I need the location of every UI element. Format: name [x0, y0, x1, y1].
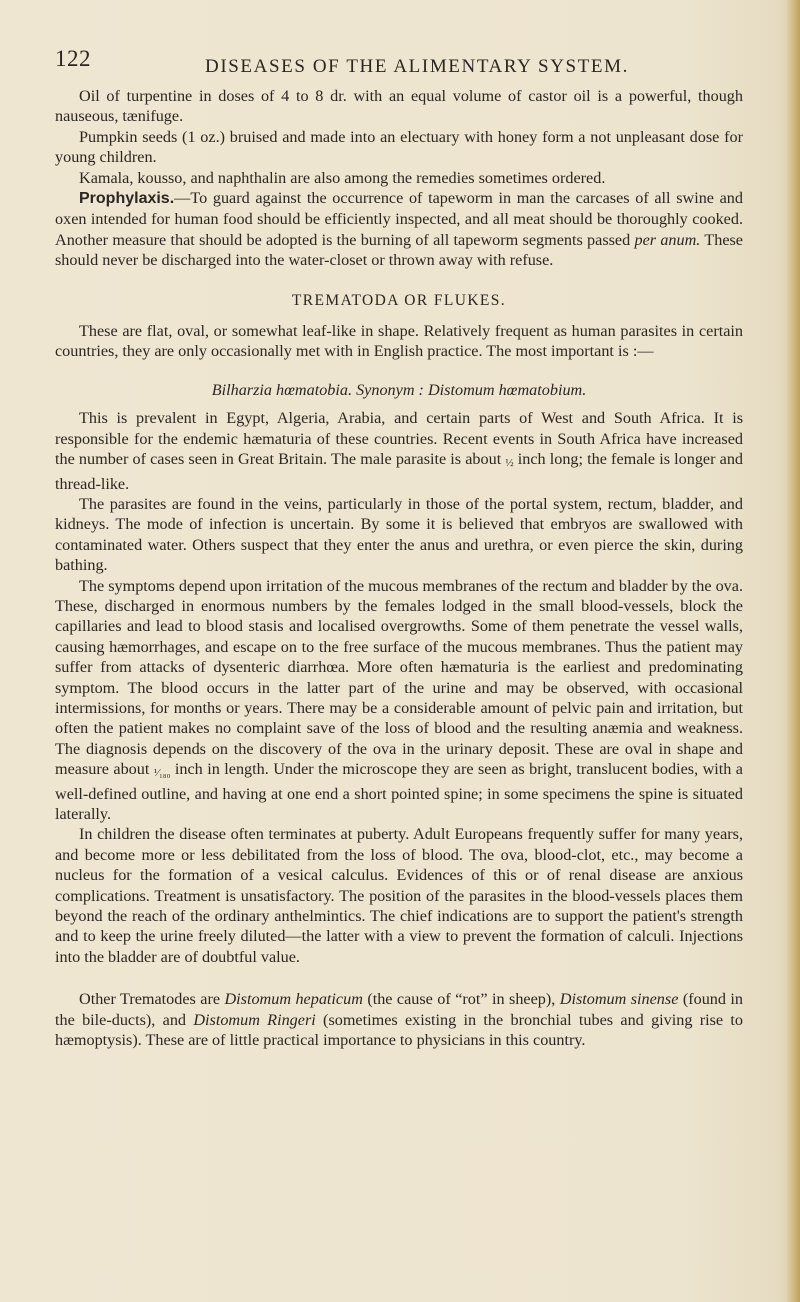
paragraph-prophylaxis: Prophylaxis.—To guard against the occurrence of tapeworm in man the carcases of all swine and oxen intended for human food should be efficiently inspected, and all meat should be thoroughly cooked. Another measure that should be adopted is the burning of all tapeworm segments passed per anum. These should never be discharged into the water-closet or thrown away with refuse. [55, 189, 743, 270]
page-header [55, 46, 755, 76]
fraction-half: ½ [505, 457, 514, 470]
prophylaxis-label: Prophylaxis. [79, 190, 175, 208]
paragraph-turpentine: Oil of turpentine in doses of 4 to 8 dr. with an equal volume of castor oil is a powerful, though nauseous, tænifuge. [55, 87, 743, 126]
paragraph-flukes-intro: These are flat, oval, or somewhat leaf-like in shape. Relatively frequent as human parasites in certain countries, they are only occasionally met with in English practice. The most important is :— [55, 322, 743, 361]
page-number: 122 [55, 46, 91, 71]
paragraph-symptoms: The symptoms depend upon irritation of the mucous membranes of the rectum and bladder by the ova. These, discharged in enormous numbers by the females lodged in the small blood-vessels, block the capillaries and lead to blood stasis and localised overgrowths. Some of them penetrate the vessel walls, causing hæmorrhages, and escape on to the free surface of the mucous membranes. Thus the patient may suffer from attacks of dysenteric diarrhœa. More often hæmaturia is the earliest and predominating symptom. The blood occurs in the latter part of the urine and may be observed, with occasional intermissions, for months or years. There may be a considerable amount of pelvic pain and irritation, but often the patient makes no complaint save of the loss of blood and the resulting anæmia and weakness. The diagnosis depends on the discovery of the ova in the urinary deposit. These are oval in shape and measure about ¹⁄₁₈₀ inch in length. Under the microscope they are seen as bright, translucent bodies, with a well-defined outline, and having at one end a short pointed spine; in some specimens the spine is situated laterally. [55, 576, 743, 823]
paragraph-kamala: Kamala, kousso, and naphthalin are also among the remedies sometimes ordered. [79, 168, 606, 187]
page-edge-shading [786, 0, 800, 1302]
paragraph-parasite-location: The parasites are found in the veins, particularly in those of the portal system, rectum, bladder, and kidneys. The mode of infection is uncertain. By some it is believed that embryos are swallowed with contaminated water. Others suspect that they enter the anus and urethra, or even pierce the skin, during bathing. [55, 494, 743, 575]
running-head: DISEASES OF THE ALIMENTARY SYSTEM. [205, 56, 629, 77]
paragraph-pumpkin-seeds: Pumpkin seeds (1 oz.) bruised and made into an electuary with honey form a not unpleasant dose for young children. [55, 127, 743, 167]
subheading-bilharzia: Bilharzia hœmatobia. Synonym : Distomum hœmatobium. [211, 380, 587, 399]
paragraph-other-trematodes: Other Trematodes are Distomum hepaticum (the cause of “rot” in sheep), Distomum sinense (found in the bile-ducts), and Distomum Ringeri (sometimes existing in the bronchial tubes and giving rise to hæmoptysis). These are of little practical importance to physicians in this country. [55, 990, 744, 1050]
body-text [55, 86, 743, 1050]
fraction-ova-size: ¹⁄₁₈₀ [153, 767, 171, 780]
paragraph-bilharzia-distribution: This is prevalent in Egypt, Algeria, Arabia, and certain parts of West and South Africa. It is responsible for the endemic hæmaturia of these countries. Recent events in South Africa have increased the number of cases seen in Great Britain. The male parasite is about ½ inch long; the female is longer and thread-like. [55, 409, 744, 493]
paragraph-children-treatment: In children the disease often terminates at puberty. Adult Europeans frequently suffer for many years, and become more or less debilitated from the loss of blood. The ova, blood-clot, etc., may become a nucleus for the formation of a vesical calculus. Evidences of this or of renal disease are anxious complications. Treatment is unsatisfactory. The position of the parasites in the blood-vessels places them beyond the reach of the ordinary anthelmintics. The chief indications are to support the patient's strength and to keep the urine freely diluted—the latter with a view to prevent the formation of calculi. Injections into the bladder are of doubtful value. [55, 825, 743, 966]
section-heading-trematoda: TREMATODA OR FLUKES. [291, 291, 507, 309]
